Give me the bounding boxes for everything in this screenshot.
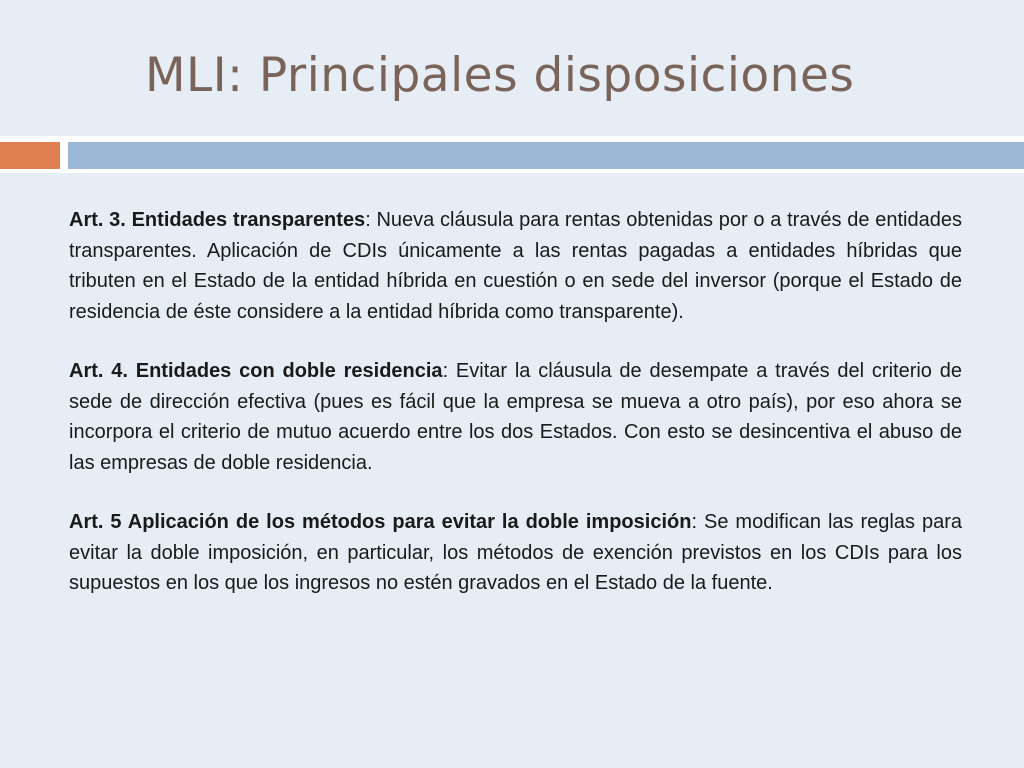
paragraph-art-5 bbox=[69, 507, 962, 599]
accent-block bbox=[0, 142, 60, 169]
title-divider-bottom bbox=[0, 169, 1024, 173]
paragraph-body: : Evitar la cláusula de desempate a través del criterio de sede de dirección efectiva (pues es fácil que la empresa se mueva a otro país), por eso ahora se incorpora el criterio de mutuo acuerdo entre los dos Estados. Con esto se desincentiva el abuso de las empresas de doble residencia. bbox=[69, 360, 962, 474]
title-area bbox=[0, 0, 1024, 136]
paragraph-art-3 bbox=[69, 205, 962, 327]
paragraph-body: : Nueva cláusula para rentas obtenidas por o a través de entidades transparentes. Aplicación de CDIs únicamente a las rentas pagadas a entidades híbridas que tributen en el Estado de la entidad híbrida en cuestión o en sede del inversor (porque el Estado de residencia de éste considere a la entidad híbrida como transparente). bbox=[69, 209, 962, 323]
blue-bar bbox=[68, 142, 1024, 169]
paragraph-heading: Art. 4. Entidades con doble residencia bbox=[69, 360, 443, 382]
paragraph-body: : Se modifican las reglas para evitar la doble imposición, en particular, los métodos de exención previstos en los CDIs para los supuestos en los que los ingresos no estén gravados en el Estado de la fuente. bbox=[69, 511, 962, 594]
title-divider-bar bbox=[0, 142, 1024, 169]
slide-content bbox=[69, 205, 962, 628]
accent-gap bbox=[60, 142, 68, 169]
paragraph-heading: Art. 3. Entidades transparentes bbox=[69, 209, 366, 231]
slide-title: MLI: Principales disposiciones bbox=[145, 48, 855, 103]
paragraph-art-4 bbox=[69, 356, 962, 478]
paragraph-heading: Art. 5 Aplicación de los métodos para evitar la doble imposición bbox=[69, 511, 692, 533]
